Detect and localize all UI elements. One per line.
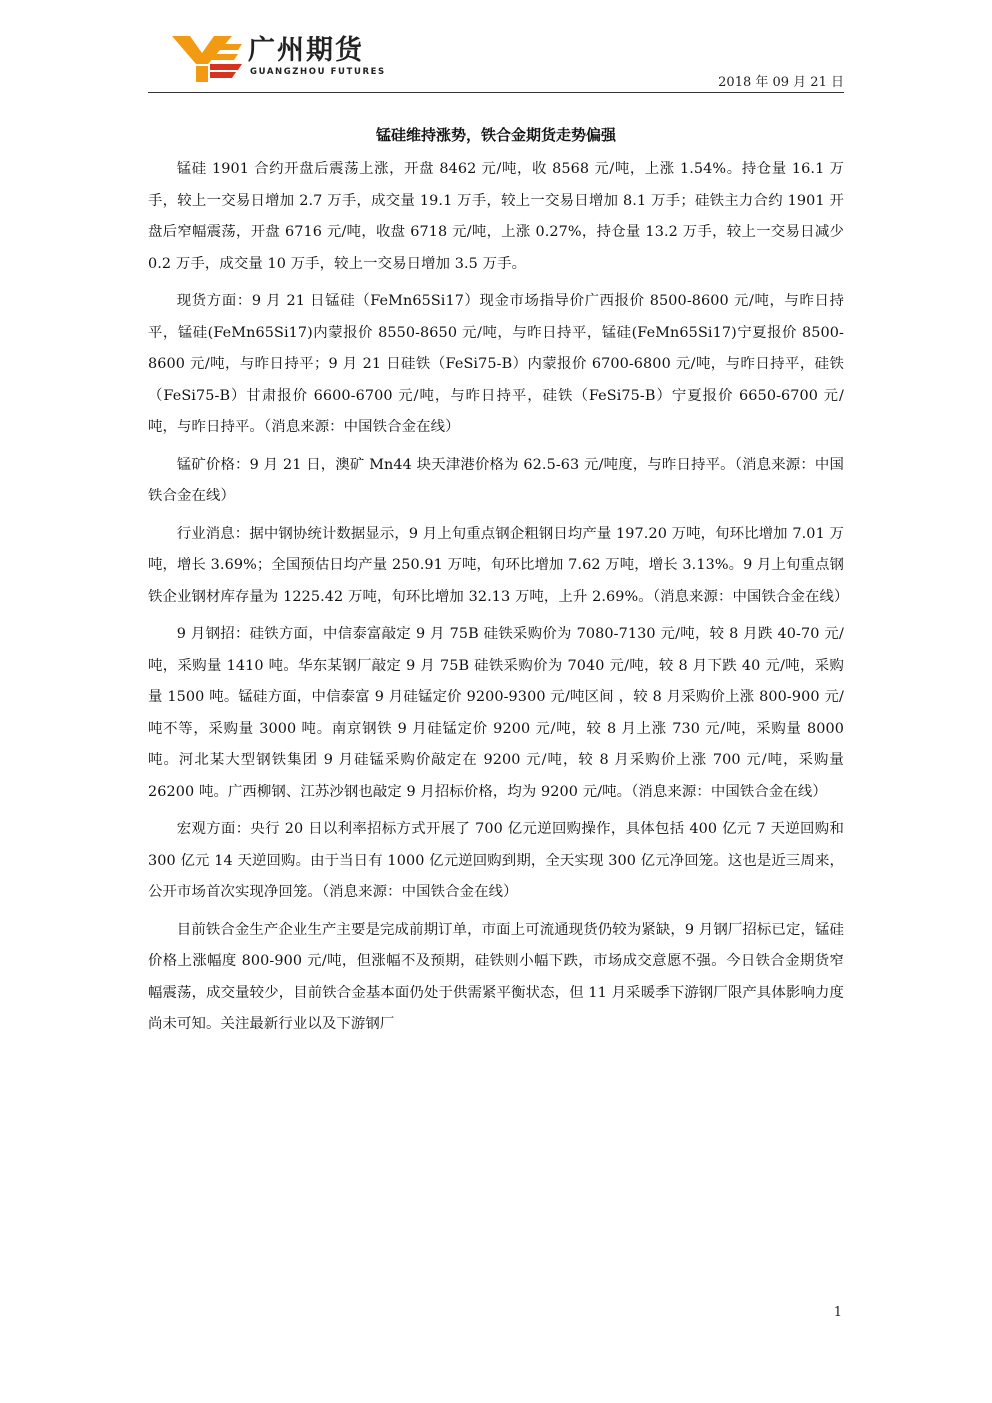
paragraph-outlook: 目前铁合金生产企业生产主要是完成前期订单，市面上可流通现货仍较为紧缺，9 月钢厂招标已定，锰硅价格上涨幅度 800-900 元/吨，但涨幅不及预期，硅铁则小幅下跌，市场成交意愿不强。今日铁合金期货窄幅震荡，成交量较少，目前铁合金基本面仍处于供需紧平衡状态，但 11 月采暖季下游钢厂限产具体影响力度尚未可知。关注最新行业以及下游钢厂 [148, 921, 844, 1032]
paragraph-futures-summary: 锰硅 1901 合约开盘后震荡上涨，开盘 8462 元/吨，收 8568 元/吨，上涨 1.54%。持仓量 16.1 万手，较上一交易日增加 2.7 万手，成交量 19.1 万手，较上一交易日增加 8.1 万手；硅铁主力合约 1901 开盘后窄幅震荡，开盘 6716 元/吨，收盘 6718 元/吨，上涨 0.27%，持仓量 13.2 万手，较上一交易日减少 0.2 万手，成交量 10 万手，较上一交易日增加 3.5 万手。 [148, 161, 844, 272]
logo-name: 广州期货 [248, 35, 364, 66]
yf-logo-icon [172, 36, 242, 82]
page-number: 1 [833, 1305, 842, 1320]
article-body [148, 122, 849, 1047]
company-logo [172, 35, 386, 82]
logo-subtitle: GUANGZHOU FUTURES [250, 67, 386, 77]
paragraph-steel-tender: 9 月钢招：硅铁方面，中信泰富敲定 9 月 75B 硅铁采购价为 7080-7130 元/吨，较 8 月跌 40-70 元/吨，采购量 1410 吨。华东某钢厂敲定 9 月 75B 硅铁采购价为 7040 元/吨，较 8 月下跌 40 元/吨，采购量 1500 吨。锰硅方面，中信泰富 9 月硅锰定价 9200-9300 元/吨区间 ，较 8 月采购价上涨 800-900 元/吨不等，采购量 3000 吨。南京钢铁 9 月硅锰定价 9200 元/吨，较 8 月上涨 730 元/吨，采购量 8000 吨。河北某大型钢铁集团 9 月硅锰采购价敲定在 9200 元/吨，较 8 月采购价上涨 700 元/吨，采购量 26200 吨。广西柳钢、江苏沙钢也敲定 9 月招标价格，均为 9200 元/吨。（消息来源：中国铁合金在线） [148, 626, 844, 800]
report-date: 2018 年 09 月 21 日 [718, 75, 844, 90]
article-title: 锰硅维持涨势，铁合金期货走势偏强 [375, 126, 616, 144]
paragraph-industry-news: 行业消息：据中钢协统计数据显示，9 月上旬重点钢企粗钢日均产量 197.20 万吨，旬环比增加 7.01 万吨，增长 3.69%；全国预估日均产量 250.91 万吨，旬环比增加 7.62 万吨，增长 3.13%。9 月上旬重点钢铁企业钢材库存量为 1225.42 万吨，旬环比增加 32.13 万吨，上升 2.69%。（消息来源：中国铁合金在线） [148, 525, 849, 605]
paragraph-macro: 宏观方面：央行 20 日以利率招标方式开展了 700 亿元逆回购操作，具体包括 400 亿元 7 天逆回购和 300 亿元 14 天逆回购。由于当日有 1000 亿元逆回购到期，全天实现 300 亿元净回笼。这也是近三周来，公开市场首次实现净回笼。（消息来源：中国铁合金在线） [148, 821, 844, 900]
paragraph-manganese-ore: 锰矿价格：9 月 21 日，澳矿 Mn44 块天津港价格为 62.5-63 元/吨度，与昨日持平。（消息来源：中国铁合金在线） [148, 456, 844, 504]
page-header [0, 0, 992, 96]
header-divider [148, 92, 844, 93]
paragraph-spot-prices: 现货方面：9 月 21 日锰硅（FeMn65Si17）现金市场指导价广西报价 8500-8600 元/吨，与昨日持平，锰硅(FeMn65Si17)内蒙报价 8550-8650 元/吨，与昨日持平，锰硅(FeMn65Si17)宁夏报价 8500-8600 元/吨，与昨日持平；9 月 21 日硅铁（FeSi75-B）内蒙报价 6700-6800 元/吨，与昨日持平，硅铁（FeSi75-B）甘肃报价 6600-6700 元/吨，与昨日持平，硅铁（FeSi75-B）宁夏报价 6650-6700 元/吨，与昨日持平。（消息来源：中国铁合金在线） [148, 293, 844, 435]
